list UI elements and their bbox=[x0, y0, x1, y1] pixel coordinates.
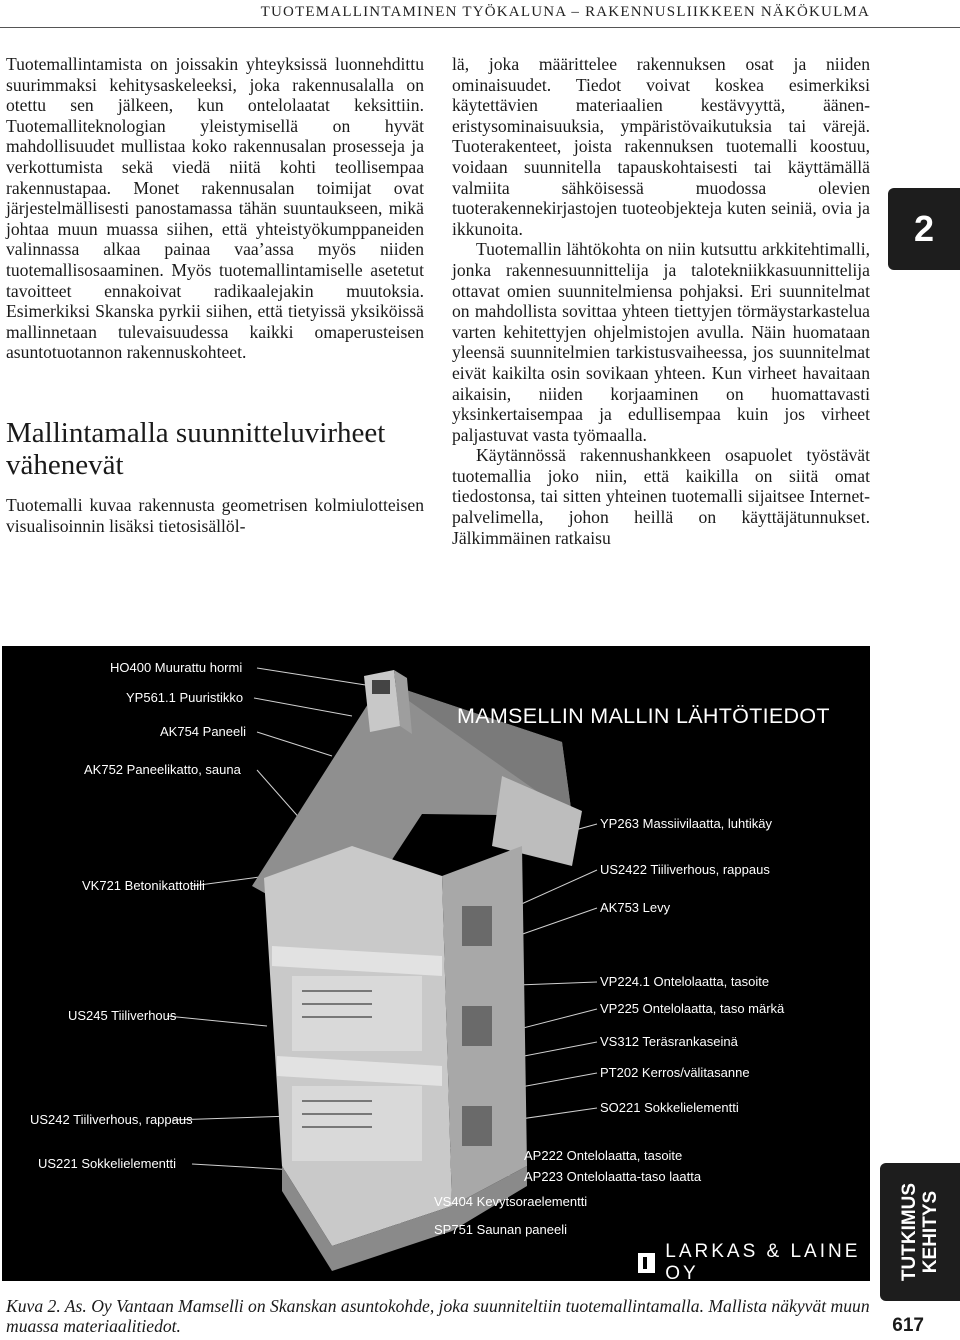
body-paragraph: Tuotemalli kuvaa rakennusta geometrisen kolmiulotteisen visualisoinnin lisäksi tietosisällöl- bbox=[6, 494, 424, 536]
figure-caption: Kuva 2. As. Oy Vantaan Mamselli on Skanskan asuntokohde, joka suunniteltiin tuotemallintamalla. Mallista näkyvät muun muassa materiaalitiedot. bbox=[6, 1296, 870, 1336]
left-column bbox=[6, 54, 424, 536]
chapter-number-tab: 2 bbox=[888, 188, 960, 270]
label-vs404: VS404 Kevytsoraelementti bbox=[434, 1194, 588, 1209]
label-ho400: HO400 Muurattu hormi bbox=[110, 660, 243, 675]
label-us245: US245 Tiiliverhous bbox=[68, 1008, 177, 1023]
larkas-laine-logo-icon bbox=[638, 1253, 655, 1273]
label-sp751: SP751 Saunan paneeli bbox=[434, 1222, 568, 1237]
label-us2422: US2422 Tiiliverhous, rappaus bbox=[600, 862, 770, 877]
body-paragraph: Tuotemallin lähtökohta on niin kutsuttu arkkitehtimalli, jonka rakennesuunnittelija ja talotekniikkasuunnittelija ottavat omien suunnitelmiensa pohjaksi. Eri suunnitelmat on mahdollista sovittaa yhteen tiettyjen törmäystarkastelua varten kehitettyjen ohjelmistojen avulla. Näin huomataan yleensä suunnitelmien tarkistusvaiheessa, jos suunnitelmat eivät kaikilta osin sovikaan yhteen. Kun virheet havaitaan aikaisin, niiden korjaaminen on huomattavasti yksinkertaisempaa ja edullisempaa kuin jos virheet paljastuvat vasta työmaalla. bbox=[452, 239, 870, 445]
label-yp561: YP561.1 Puuristikko bbox=[126, 690, 244, 705]
body-paragraph: lä, joka määrittelee rakennuksen osat ja niiden ominaisuudet. Tiedot voivat koskea esimerkiksi käytettävien materiaalien kestävyyttä, äänen-eristysominaisuuksia, ympäristövaikutuksia tai värejä. Tuoterakenteet, joista rakennuksen tuotemalli koostuu, voidaan suunnitella tapauskohtaisesti tai käyttämällä valmiita sähköisessä muodossa olevien tuoterakennekirjastojen tuoteobjekteja kuten seiniä, ovia ja ikkunoita. bbox=[452, 54, 870, 239]
section-heading: Mallintamalla suunnitteluvirheet vähenevät bbox=[6, 416, 386, 481]
section-tab bbox=[880, 1163, 960, 1301]
label-us242: US242 Tiiliverhous, rappaus bbox=[30, 1112, 193, 1127]
building-model-figure bbox=[2, 646, 870, 1281]
label-ap223: AP223 Ontelolaatta-taso laatta bbox=[524, 1169, 702, 1184]
figure-credit bbox=[638, 1241, 870, 1281]
label-vp224: VP224.1 Ontelolaatta, tasoite bbox=[600, 974, 770, 989]
label-vs312: VS312 Teräsrankaseinä bbox=[600, 1034, 738, 1049]
running-head: TUOTEMALLINTAMINEN TYÖKALUNA – RAKENNUSLIIKKEEN NÄKÖKULMA bbox=[260, 4, 870, 20]
label-vp225: VP225 Ontelolaatta, taso märkä bbox=[600, 1001, 785, 1016]
label-pt202: PT202 Kerros/välitasanne bbox=[600, 1065, 750, 1080]
label-ak754: AK754 Paneeli bbox=[160, 724, 247, 739]
label-ap222: AP222 Ontelolaatta, tasoite bbox=[524, 1148, 683, 1163]
section-tab-label: TUTKIMUS KEHITYS bbox=[899, 1182, 941, 1282]
body-paragraph: Käytännössä rakennushankkeen osapuolet työstävät tuotemallia joko niin, että kaikilla on siitä omat tiedostonsa, tai sitten yhteinen tuotemalli sijaitsee Internet-palvelimella, johon heillä on käyttäjätunnukset. Jälkimmäinen ratkaisu bbox=[452, 445, 870, 548]
label-so221: SO221 Sokkelielementti bbox=[600, 1100, 739, 1115]
body-paragraph: Tuotemallintamista on joissakin yhteyksissä luonnehdittu suurimmaksi kehitysaskeleeksi, joka rakennusalalla on otettu sen jälkeen, kun ontelolaatat keksittiin. Tuotemalliteknologian yleistymisellä on hyvät mahdollisuudet mullistaa koko rakennusalan prosesseja ja verkottumista sekä viedä niitä kohti teollisempaa rakennustapaa. Monet rakennusalan toimijat ovat järjestelmällisesti panostamassa tähän suuntaukseen, mikä johtaa muun muassa siihen, että yhteistyökumppaneiden valinnassa alkaa painaa vaa’assa myös niiden tuotemallisosaaminen. Myös tuotemallintamiselle asetetut tavoitteet ennakoivat radikaalejakin muutoksia. Esimerkiksi Skanska pyrkii siihen, että tietyissä yksiköissä mallinnetaan tulevaisuudessa kaikki omaperusteisen asuntotuotannon rakennuskohteet. bbox=[6, 54, 424, 363]
page-number: 617 bbox=[892, 1315, 924, 1336]
label-vk721: VK721 Betonikattotiili bbox=[82, 878, 205, 893]
right-column bbox=[452, 54, 870, 548]
building-illustration bbox=[2, 646, 870, 1281]
header-rule bbox=[0, 27, 960, 28]
label-ak752: AK752 Paneelikatto, sauna bbox=[84, 762, 241, 777]
label-us221: US221 Sokkelielementti bbox=[38, 1156, 177, 1171]
label-ak753: AK753 Levy bbox=[600, 900, 671, 915]
figure-title: MAMSELLIN MALLIN LÄHTÖTIEDOT bbox=[457, 704, 830, 728]
credit-text: LARKAS & LAINE OY bbox=[665, 1241, 861, 1281]
label-yp263: YP263 Massiivilaatta, luhtikäy bbox=[600, 816, 772, 831]
